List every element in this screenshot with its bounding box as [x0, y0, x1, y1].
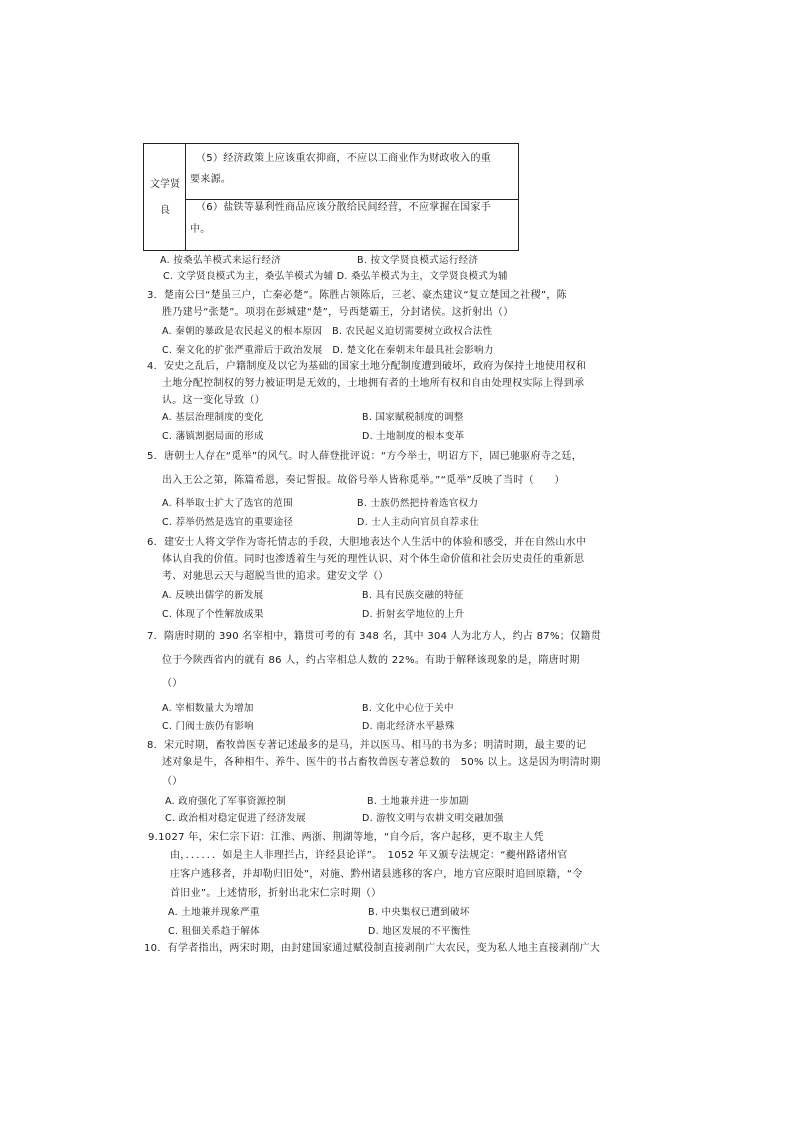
- q3-stem-line2: 胜乃建号“张楚”。项羽在彭城建“楚”，号西楚霸王，分封诸侯。这折射出（）: [162, 307, 514, 318]
- q6-option-c: C. 体现了个性解放成果: [162, 609, 264, 620]
- q5-stem-line2: 出入王公之第，陈篇希恩，奏记誓报。故俗号举人皆称觅举。”“觅举”反映了当时（ ）: [162, 475, 565, 486]
- q9-option-a: A. 土地兼并现象严重: [168, 907, 260, 918]
- table-cell-6-line1: （6）盐铁等暴利性商品应该分散给民间经营，不应掌握在国家手: [196, 202, 492, 213]
- q4-stem-line3: 认。这一变化导致（）: [162, 395, 265, 406]
- q9-option-d: D. 地区发展的不平衡性: [368, 926, 471, 937]
- row-header-line1: 文学贤: [150, 179, 180, 190]
- row-header-line2: 良: [160, 205, 170, 216]
- table-row-header: [144, 172, 186, 224]
- q8-stem-line3: （）: [162, 776, 183, 787]
- q8-option-c: C. 政治相对稳定促进了经济发展: [165, 813, 306, 824]
- q6-stem-line1: 6．建安士人将文学作为寄托情志的手段，大胆地表达个人生活中的体验和感受，并在自然山水中: [147, 537, 587, 548]
- comparison-table: [143, 143, 519, 251]
- q3-stem-line1: 3．楚南公曰“楚虽三户，亡秦必楚”。陈胜占领陈后，三老、豪杰建议“复立楚国之社稷”，陈: [147, 290, 567, 301]
- q9-option-b: B. 中央集权已遭到破坏: [368, 907, 470, 918]
- q6-stem-line2: 体认自我的价值。同时也渗透着生与死的理性认识、对个体生命价值和社会历史责任的重新思: [162, 554, 585, 565]
- q5-option-b: B. 士族仍然把持着选官权力: [357, 498, 479, 509]
- q5-stem-line1: 5．唐朝士人存在“觅举”的风气。时人薛登批评说：“方今举士，明诏方下，固已驰驱府寺之廷，: [147, 451, 583, 462]
- q7-option-c: C. 门阀士族仍有影响: [162, 721, 254, 732]
- table-left-column: [144, 144, 186, 250]
- q9-stem-line2: 由，．．．．．．如是主人非理拦占，许经县论详”。 1052 年又颁专法规定：“夔州路诸州官: [170, 850, 568, 861]
- q9-stem-line3: 庄客户逃移者，并却勒归旧处”，对施、黔州诸县逃移的客户，地方官应限时追回原籍，“令: [170, 869, 583, 880]
- q4-option-d: D. 土地制度的根本变革: [362, 431, 465, 442]
- table-cell-5-line2: 要来源。: [190, 174, 232, 185]
- q5-option-c: C. 荐举仍然是选官的重要途径: [162, 517, 294, 528]
- q3-option-ab: A. 秦朝的暴政是农民起义的根本原因 B. 农民起义迫切需要树立政权合法性: [162, 326, 493, 337]
- q2-option-cd: C. 文学贤良模式为主，桑弘羊模式为辅 D. 桑弘羊模式为主，文学贤良模式为辅: [163, 271, 508, 282]
- q7-option-b: B. 文化中心位于关中: [362, 703, 454, 714]
- q4-option-a: A. 基层治理制度的变化: [162, 412, 264, 423]
- q7-stem-line1: 7．隋唐时期的 390 名宰相中，籍贯可考的有 348 名，其中 304 人为北方人，约占 87%；仅籍贯: [147, 631, 601, 642]
- q6-option-d: D. 折射玄学地位的上升: [362, 609, 465, 620]
- q4-option-b: B. 国家赋税制度的调整: [362, 412, 464, 423]
- q4-option-c: C. 藩镇割据局面的形成: [162, 431, 264, 442]
- q8-stem-line1: 8．宋元时期，畜牧兽医专著记述最多的是马，并以医马、相马的书为多；明清时期，最主要的记: [147, 740, 587, 751]
- q9-stem-line4: 首旧业”。上述情形，折射出北宋仁宗时期（）: [170, 888, 382, 899]
- q7-option-d: D. 南北经济水平悬殊: [362, 721, 455, 732]
- q10-stem-line1: 10．有学者指出，两宋时期，由封建国家通过赋役制直接剥削广大农民，变为私人地主直接剥削广大: [144, 943, 601, 954]
- q2-option-b: B. 按文学贤良模式运行经济: [357, 255, 479, 266]
- q3-option-cd: C. 秦文化的扩张严重滞后于政治发展 D. 楚文化在秦朝末年最具社会影响力: [162, 345, 494, 356]
- table-cell-6-line2: 中。: [190, 224, 211, 235]
- q9-option-c: C. 租佃关系趋于解体: [168, 926, 260, 937]
- q4-stem-line2: 土地分配控制权的努力被证明是无效的，土地拥有者的土地所有权和自由处理权实际上得到承: [162, 378, 585, 389]
- q6-option-a: A. 反映出儒学的新发展: [162, 590, 264, 601]
- q8-option-d: D. 游牧文明与农耕文明交融加强: [362, 813, 504, 824]
- q5-option-a: A. 科举取士扩大了选官的范围: [162, 498, 293, 509]
- q7-stem-line3: （）: [162, 678, 183, 689]
- q9-stem-line1: 9.1027 年，宋仁宗下诏：江淮、两浙、荆湖等地，“自今后，客户起移，更不取主人凭: [148, 832, 544, 843]
- q6-stem-line3: 考、对驰思云天与超脱当世的追求。建安文学（）: [162, 571, 389, 582]
- q4-stem-line1: 4．安史之乱后，户籍制度及以它为基础的国家土地分配制度遭到破坏，政府为保持土地使用权和: [147, 361, 587, 372]
- q8-option-b: B. 土地兼并进一步加剧: [367, 796, 469, 807]
- q5-option-d: D. 士人主动向官员自荐求仕: [357, 517, 480, 528]
- q8-stem-line2: 述对象是牛，各种相牛、养牛、医牛的书占畜牧兽医专著总数的 50% 以上。这是因为明清时期: [162, 757, 601, 768]
- q6-option-b: B. 具有民族交融的特征: [362, 590, 464, 601]
- q2-option-a: A. 按桑弘羊模式来运行经济: [160, 255, 282, 266]
- table-cell-5-line1: （5）经济政策上应该重农抑商，不应以工商业作为财政收入的重: [196, 153, 492, 164]
- q8-option-a: A. 政府强化了军事资源控制: [165, 796, 287, 807]
- q7-stem-line2: 位于今陕西省内的就有 86 人，约占宰相总人数的 22%。有助于解释该现象的是，隋唐时期: [162, 655, 580, 666]
- q7-option-a: A. 宰相数量大为增加: [162, 703, 254, 714]
